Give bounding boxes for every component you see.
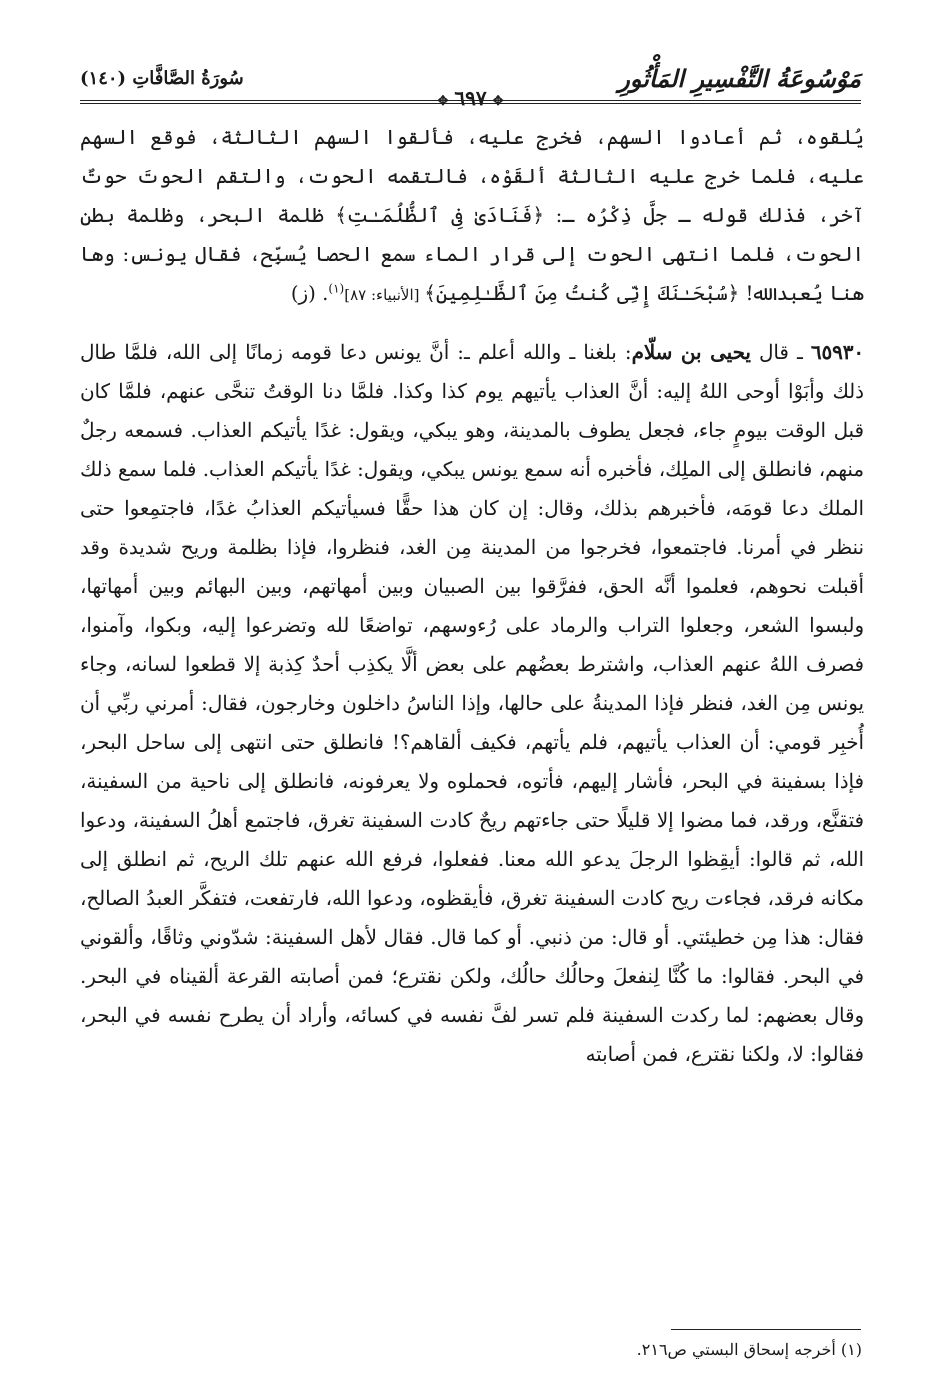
footnote-marker: (١) — [328, 281, 345, 296]
header-rule-thin — [80, 103, 861, 104]
text-run: : بلغنا ـ والله أعلم ـ: أنَّ يونس دعا قومه زمانًا إلى الله، فلمَّا طال ذلك وأبَوْا أوحى اللهُ إليه: أنَّ العذاب يأتيهم يوم كذا وكذا. فلمَّا دنا الوقتُ تنحَّى عنهم، فلمَّا كان قبل الوقت بيومٍ جاء، فجعل يطوف بالمدينة، وهو يبكي، ويقول: غدًا يأتيكم العذاب. فسمعه رجلٌ منهم، فانطلق إلى الملِك، فأخبره أنه سمع يونس يبكي، ويقول: غدًا يأتيكم العذاب. فلما سمع ذلك الملك دعا قومَه، فأخبرهم بذلك، وقال: إن كان هذا حقًّا فسيأتيكم العذابُ غدًا، فاجتمِعوا حتى ننظر في أمرنا. فاجتمعوا، فخرجوا من المدينة مِن الغد، فنظروا، فإذا بظلمة وريح شديدة وقد أقبلت نحوهم، فعلموا أنَّه الحق، ففرَّقوا بين الصبيان وبين أمهاتهم، وبين البهائم وبين أمهاتها، ولبسوا الشعر، وجعلوا التراب والرماد على رُءوسهم، تواضعًا لله وتضرعوا إليه، وبكوا، وآمنوا، فصرف اللهُ عنهم العذاب، واشترط بعضُهم على بعض ألَّا يكذِب أحدٌ كِذبة إلا قطعوا لسانه، وجاء يونس مِن الغد، فنظر فإذا المدينةُ على حالها، وإذا الناسُ داخلون وخارجون، فقال: أمرني ربِّي أن أُخبِر قومي: أن العذاب يأتيهم، فلم يأتهم، فكيف ألقاهم؟! فانطلق حتى انتهى إلى ساحل البحر، فإذا بسفينة في البحر، فأشار إليهم، فأتوه، فحملوه ولا يعرفونه، فانطلق إلى ناحية من السفينة، فتقنَّع، ورقد، فما مضوا إلا قليلًا حتى جاءتهم ريحٌ كادت السفينة تغرق، فاجتمع أهلُ السفينة، ودعوا الله، ثم قالوا: أيقِظوا الرجلَ يدعو الله معنا. ففعلوا، فرفع الله عنهم تلك الريح، ثم انطلق إلى مكانه فرقد، فجاءت ريح كادت السفينة تغرق، فأيقظوه، ودعوا الله، فارتفعت، فتفكَّر العبدُ الصالح، فقال: هذا مِن خطيئتي. أو قال: من ذنبي. أو كما قال. فقال لأهل السفينة: شدّوني وثاقًا، وألقوني في البحر. فقالوا: ما كُنَّا لِنفعلَ وحالُك حالُك، ولكن نقترع؛ فمن أصابته القرعة ألقيناه في البحر. وقال بعضهم: لما ركدت السفينة فلم تسر لفَّ نفسه في كسائه، وأراد أن يطرح نفسه في البحر، فقالوا: لا، ولكنا نقترع، فمن أصابته — [80, 341, 864, 1066]
header-rule — [80, 100, 861, 101]
page-header — [80, 62, 861, 110]
quran-verse: ﴿فَنَادَىٰ فِى ٱلظُّلُمَـٰتِ﴾ — [335, 204, 544, 227]
quran-verse: ﴿سُبْحَـٰنَكَ إِنِّى كُنتُ مِنَ ٱلظَّـٰلِمِينَ﴾ — [424, 282, 740, 305]
footnote: (١) أخرجه إسحاق البستي ص٢١٦. — [636, 1340, 862, 1359]
surah-label: سُورَةُ الصَّافَّاتِ (١٤٠) — [80, 68, 244, 89]
text-run: ظلمة البحر، وظلمة بطن الحوت، فلما انتهى الحوت إلى قرار الماء سمع الحصا يُسبِّح، فقال يونس: وها هنا يُعبدالله! — [80, 204, 864, 305]
page-number-line — [431, 86, 509, 110]
paragraph-1 — [80, 118, 864, 315]
text-run: يُلقوه، ثم أعادوا السهم، فخرج عليه، فألقوا السهم الثالثة، فوقع السهم عليه، فلما خرج عليه الثالثة ألقَوْه، فالتقمه الحوت، والتقم الحوتَ حوتٌ آخر، فذلك قوله ـ جلَّ ذِكْرُه ـ: — [80, 126, 864, 227]
text-run: . (ز) — [290, 282, 329, 305]
narrator-name: يحيى بن سلّام — [631, 340, 751, 364]
athar-number: ٦٥٩٣٠ — [810, 340, 864, 364]
page-number: ٦٩٧ — [454, 86, 487, 110]
ornament-right-icon: ✥ — [437, 94, 449, 109]
verse-reference: [الأنبياء: ٨٧] — [344, 286, 425, 304]
main-text — [80, 118, 864, 1074]
paragraph-2 — [80, 333, 864, 1074]
footnote-rule — [671, 1329, 861, 1330]
book-title: مَوْسُوعَةُ التَّفْسِيرِ المَأْثُورِ — [618, 64, 861, 93]
ornament-left-icon: ✥ — [492, 94, 504, 109]
text-run: ـ قال — [750, 341, 811, 364]
